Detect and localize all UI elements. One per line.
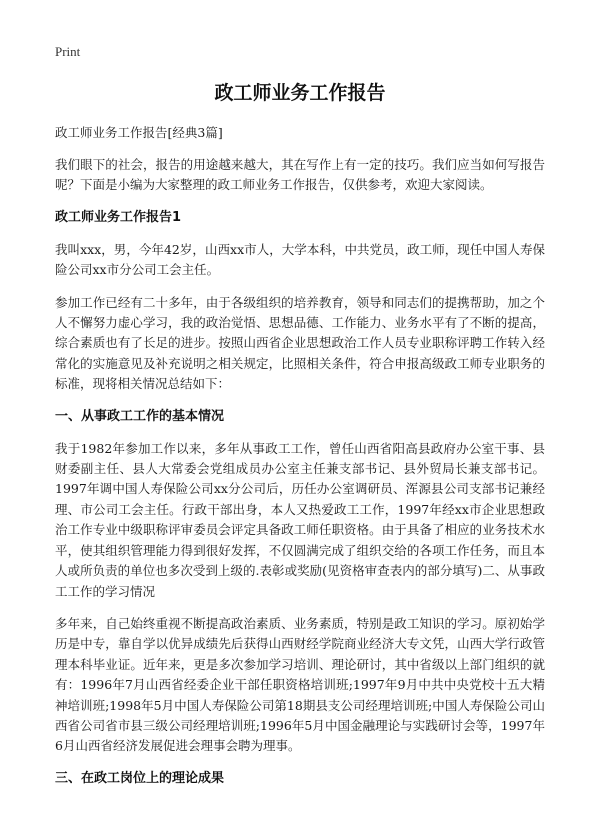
section1-paragraph: 我于1982年参加工作以来，多年从事政工工作，曾任山西省阳高县政府办公室干事、县财委副主任、县人大常委会党组成员办公室主任兼支部书记、县外贸局长兼支部书记。1997年调中国人寿保险公司xx分公司后，历任办公室调研员、浑源县公司支部书记兼经理、市公司工会主任。行政干部出身，本人又热爱政工工作，1997年经xx市企业思想政治工作专业中级职称评审委员会评定具备政工师任职资格。由于具备了相应的业务技术水平，使其组织管理能力得到很好发挥，不仅圆满完成了组织交给的各项工作任务，而且本人或所负责的单位也多次受到上级的.表彰或奖励(见资格审查表内的部分填写)二、从事政工工作的学习情况 (55, 440, 545, 599)
intro-paragraph: 我们眼下的社会，报告的用途越来越大，其在写作上有一定的技巧。我们应当如何写报告呢？下面是小编为大家整理的政工师业务工作报告，仅供参考，欢迎大家阅读。 (55, 157, 545, 193)
report1-paragraph-2: 参加工作已经有二十多年，由于各级组织的培养教育，领导和同志们的提携帮助，加之个人不懈努力虚心学习，我的政治觉悟、思想品德、工作能力、业务水平有了不断的提高，综合素质也有了长足的进步。按照山西省企业思想政治工作人员专业职称评聘工作转入经常化的实施意见及补充说明之相关规定，比照相关条件，符合申报高级政工师专业职务的标准，现将相关情况总结如下： (55, 294, 545, 392)
section1-heading: 一、从事政工工作的基本情况 (55, 408, 225, 424)
report1-heading: 政工师业务工作报告1 (55, 209, 182, 225)
report1-paragraph-1: 我叫xxx，男，今年42岁，山西xx市人，大学本科，中共党员，政工师，现任中国人寿保险公司xx市分公司工会主任。 (55, 241, 545, 278)
section3-heading: 三、在政工岗位上的理论成果 (55, 770, 225, 786)
page-title: 政工师业务工作报告 (214, 82, 386, 104)
section2-paragraph: 多年来，自己始终重视不断提高政治素质、业务素质，特别是政工知识的学习。原初始学历是中专，靠自学以优异成绩先后获得山西财经学院商业经济大专文凭，山西大学行政管理本科毕业证。近年来，更是多次参加学习培训、理论研讨，其中省级以上部门组织的就有：1996年7月山西省经委企业干部任职资格培训班;1997年9月中共中央党校十五大精神培训班;1998年5月中国人寿保险公司第18期县支公司经理培训班;中国人寿保险公司山西省公司省市县三级公司经理培训班;1996年5月中国金融理论与实践研讨会等，1997年6月山西省经济发展促进会理事会聘为理事。 (55, 615, 545, 754)
document-subtitle: 政工师业务工作报告[经典3篇] (55, 125, 223, 140)
print-label: Print (55, 44, 81, 59)
